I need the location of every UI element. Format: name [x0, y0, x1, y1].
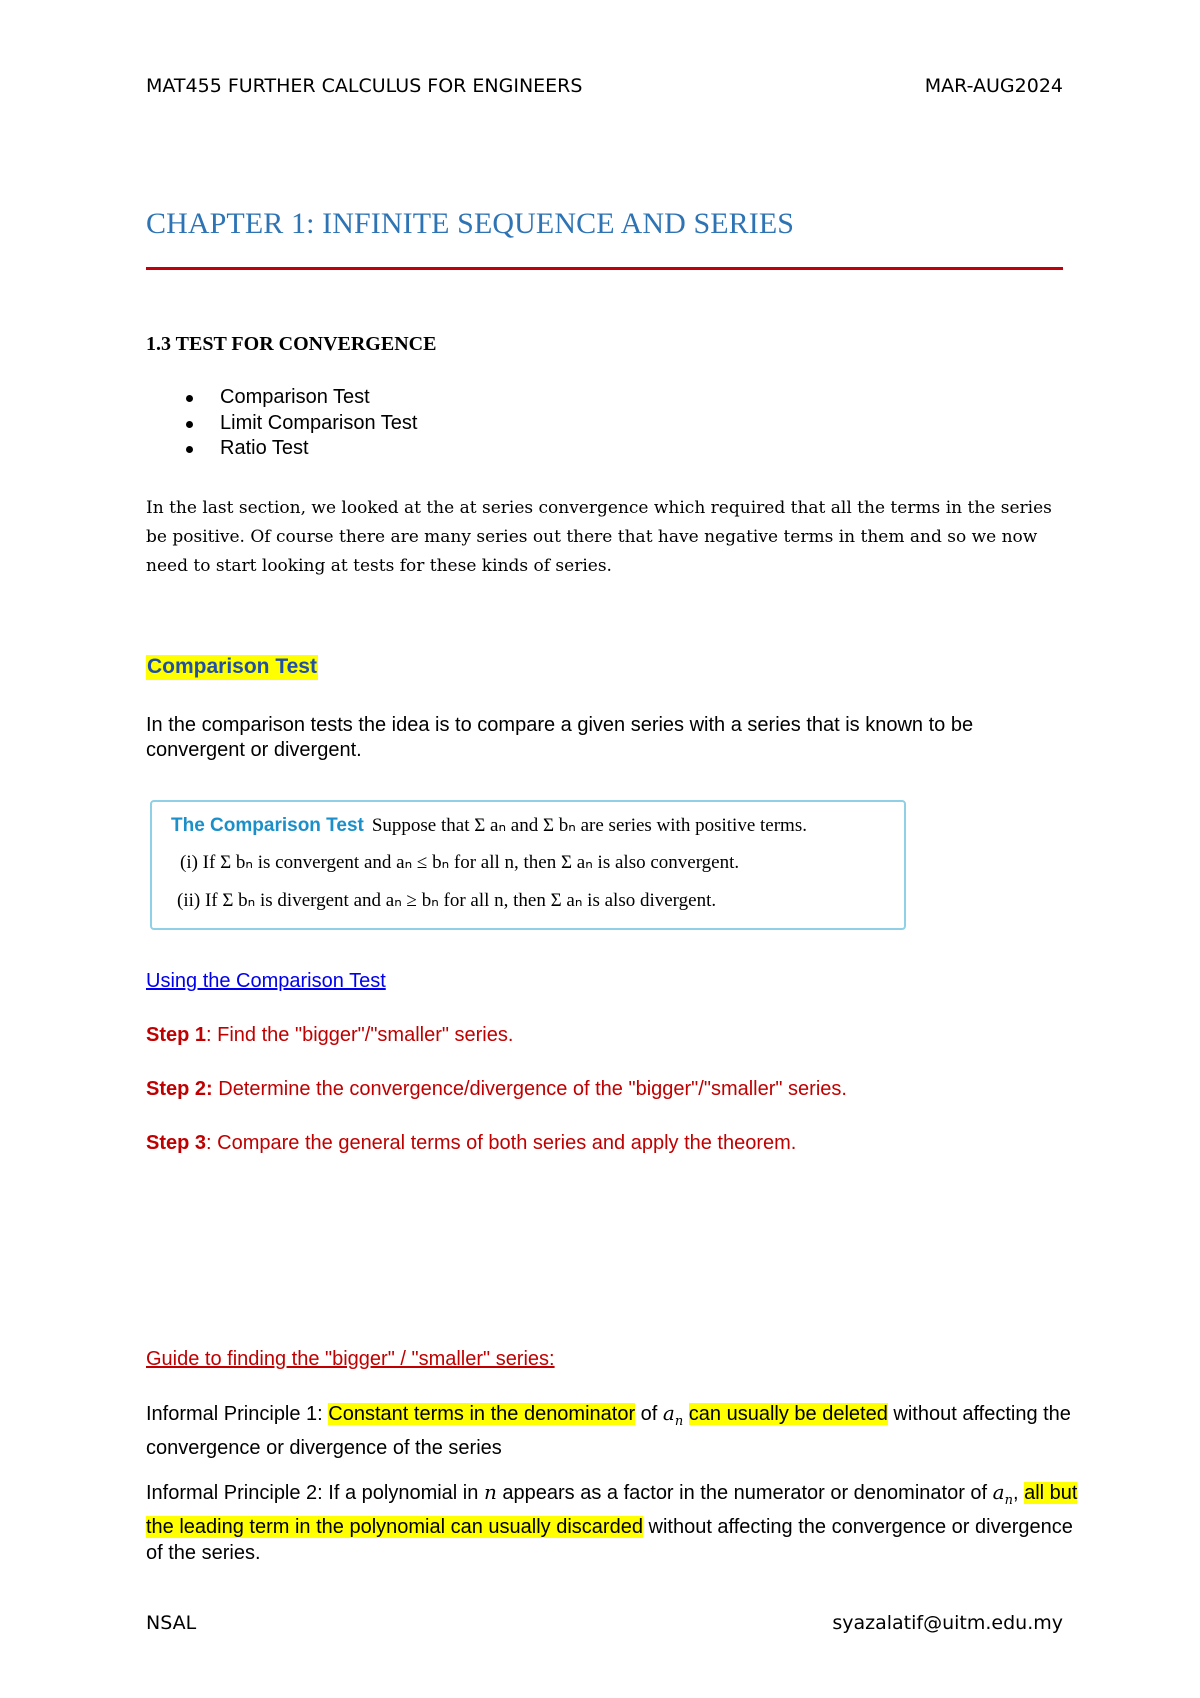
header-course: MAT455 FURTHER CALCULUS FOR ENGINEERS: [146, 75, 583, 97]
math-a-n: [662, 1401, 684, 1429]
principle-1-text-c: without affecting the convergence or divergence of the series: [146, 1403, 1071, 1459]
theorem-line-2: (i) If Σ bₙ is convergent and aₙ ≤ bₙ for all n, then Σ aₙ is also convergent.: [180, 852, 740, 873]
list-item: [170, 411, 417, 437]
principle-1-text-b: of: [635, 1403, 663, 1425]
step-1-text: : Find the "bigger"/"smaller" series.: [206, 1024, 514, 1046]
footer-author: NSAL: [146, 1612, 197, 1634]
bullet-icon: [186, 395, 193, 402]
comparison-test-heading-text: Comparison Test: [147, 655, 317, 678]
informal-principle-1: [146, 1400, 1086, 1461]
math-var: a: [662, 1401, 675, 1425]
theorem-line-3: (ii) If Σ bₙ is divergent and aₙ ≥ bₙ for all n, then Σ aₙ is also divergent.: [177, 890, 717, 911]
step-1-label: Step 1: [146, 1024, 207, 1046]
comparison-theorem-box: [150, 800, 906, 930]
chapter-title: CHAPTER 1: INFINITE SEQUENCE AND SERIES: [146, 207, 795, 240]
principle-2-text-c: ,: [1012, 1482, 1025, 1504]
principle-2-text-d: without affecting the convergence or divergence of the series.: [146, 1516, 1073, 1564]
comparison-test-heading: [146, 655, 318, 679]
math-a-n: [992, 1480, 1013, 1508]
principle-2-text-a: Informal Principle 2: If a polynomial in: [146, 1482, 484, 1504]
list-item: [170, 385, 417, 411]
using-comparison-test-link[interactable]: Using the Comparison Test: [146, 970, 386, 992]
step-3-label: Step 3: [146, 1132, 207, 1154]
step-2-text: Determine the convergence/divergence of the "bigger"/"smaller" series.: [212, 1078, 847, 1100]
list-item-label: Limit Comparison Test: [220, 411, 418, 434]
step-3: [146, 1132, 796, 1155]
header-term: MAR-AUG2024: [924, 75, 1063, 97]
bullet-icon: [186, 446, 193, 453]
step-1: [146, 1024, 513, 1047]
step-2-label: Step 2:: [146, 1078, 213, 1100]
bullet-icon: [186, 421, 193, 428]
guide-heading-link[interactable]: Guide to finding the "bigger" / "smaller" series:: [146, 1348, 555, 1370]
section-heading: 1.3 TEST FOR CONVERGENCE: [146, 333, 437, 355]
theorem-line-1: [171, 814, 807, 837]
principle-1-text-a: Informal Principle 1:: [146, 1403, 329, 1425]
math-var: a: [992, 1480, 1005, 1504]
principle-2-highlight: all but the leading term in the polynomial can usually discarded: [146, 1482, 1078, 1538]
math-n: n: [483, 1480, 497, 1504]
list-item-label: Comparison Test: [220, 386, 370, 408]
math-sub: n: [674, 1414, 684, 1429]
theorem-title: The Comparison Test: [171, 815, 364, 836]
principle-2-text-b: appears as a factor in the numerator or denominator of: [496, 1482, 993, 1504]
informal-principle-2: [146, 1479, 1086, 1566]
comparison-intro-paragraph: In the comparison tests the idea is to compare a given series with a series that is known to be convergent or divergent.: [146, 714, 974, 761]
convergence-test-list: [170, 385, 417, 462]
math-sub: n: [1004, 1493, 1013, 1508]
step-3-text: : Compare the general terms of both series and apply the theorem.: [206, 1132, 797, 1154]
principle-1-highlight-1: Constant terms in the denominator: [328, 1403, 636, 1425]
footer-email: syazalatif@uitm.edu.my: [832, 1612, 1063, 1634]
theorem-statement: Suppose that Σ aₙ and Σ bₙ are series with positive terms.: [371, 815, 807, 836]
list-item-label: Ratio Test: [220, 437, 309, 459]
chapter-divider: [146, 267, 1063, 270]
step-2: [146, 1078, 847, 1101]
principle-1-highlight-2: can usually be deleted: [688, 1403, 888, 1425]
section-intro-paragraph: In the last section, we looked at the at series convergence which required that all the terms in the series be positive. Of course there are many series out there that have negative terms in them and so we now need to start looking at tests for these kinds of series.: [146, 498, 1052, 576]
list-item: [170, 436, 417, 462]
